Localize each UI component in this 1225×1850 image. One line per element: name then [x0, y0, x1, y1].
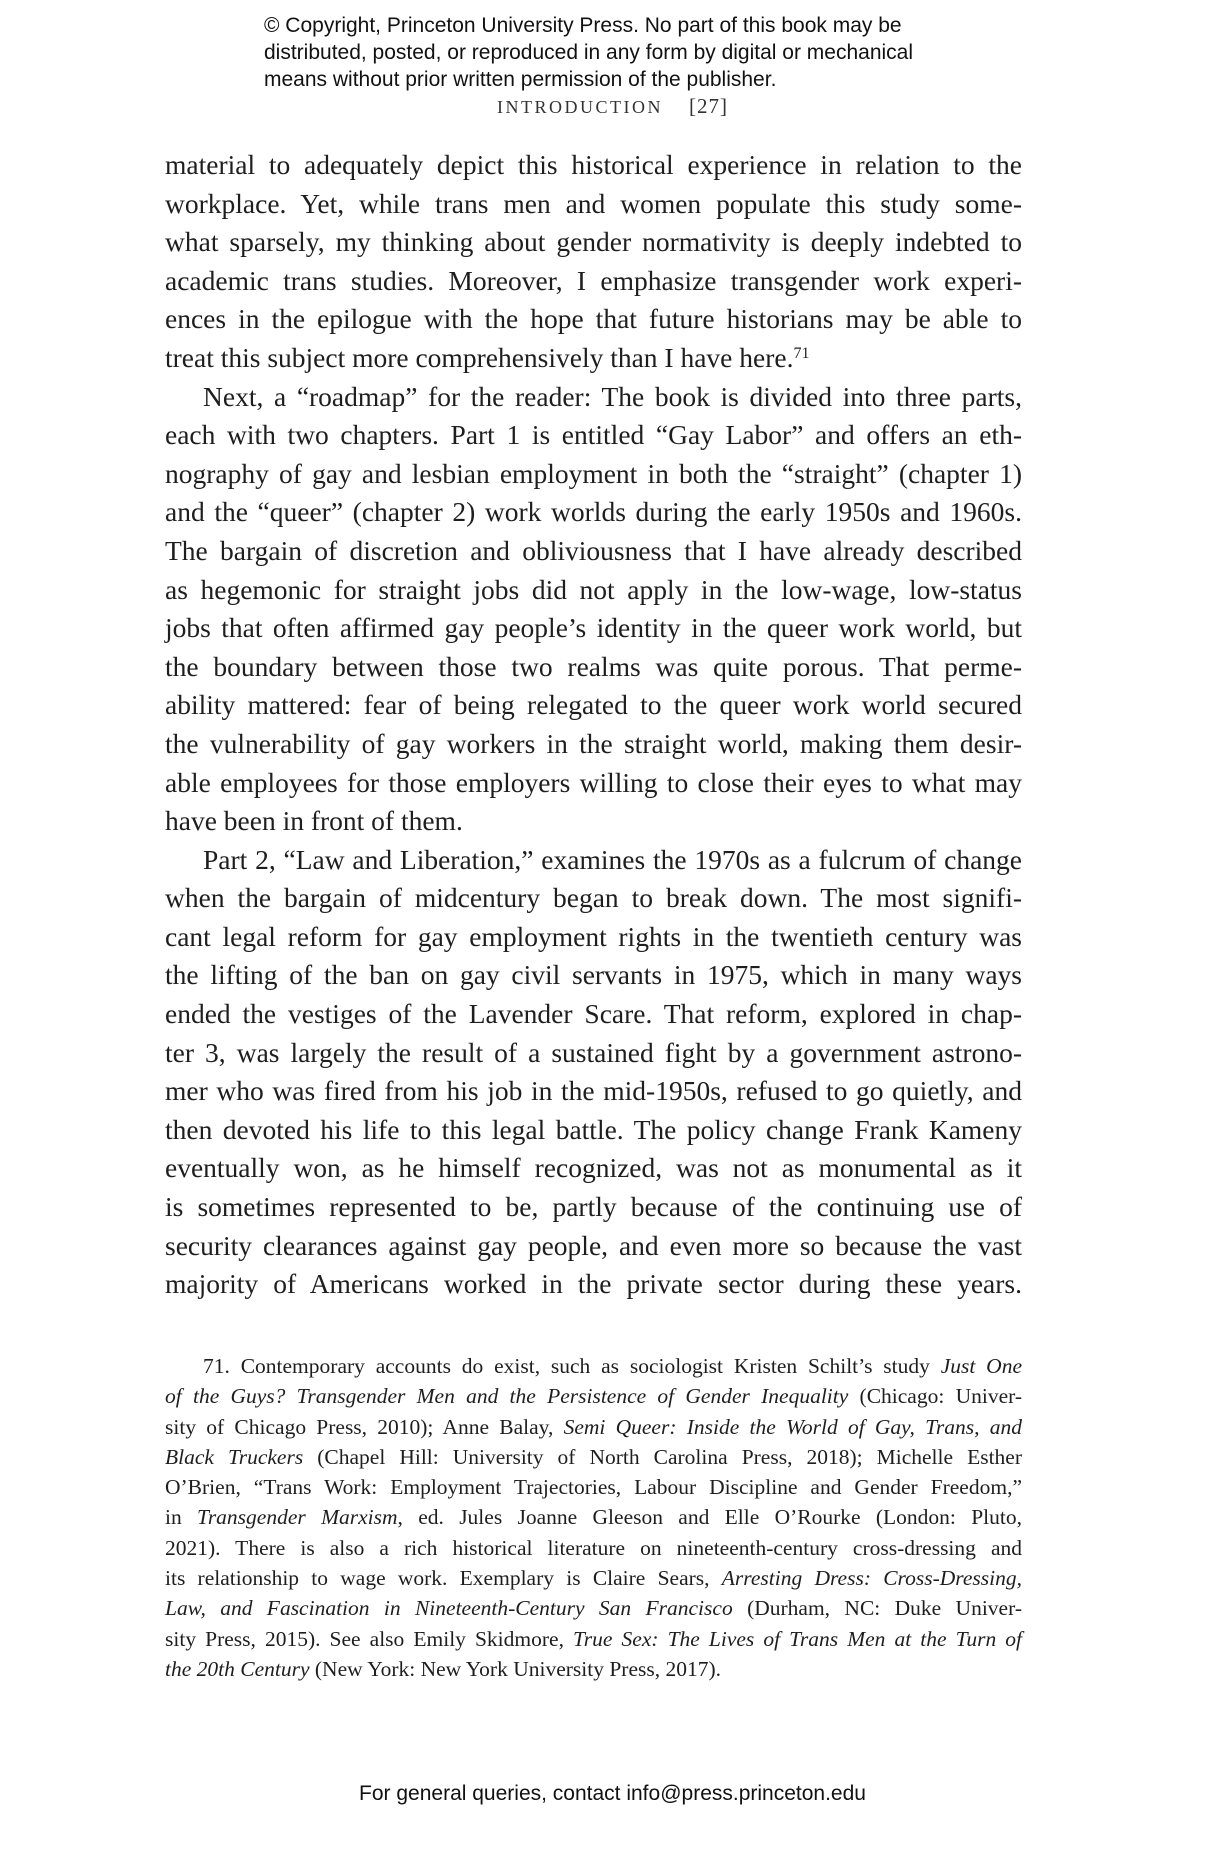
- footnote-text: , ed. Jules Joanne Gleeson and Elle O’Rourke (London: Pluto,: [397, 1505, 1022, 1530]
- footnote-line: [165, 1442, 1022, 1472]
- text-line: ences in the epilogue with the hope that future historians may be able to: [165, 303, 1022, 335]
- text-line: nography of gay and lesbian employment in both the “straight” (chapter 1): [165, 457, 1022, 489]
- italic-title: Arresting Dress: Cross-Dressing,: [721, 1566, 1022, 1591]
- footnote-text: sity Press, 2015). See also Emily Skidmore,: [165, 1626, 574, 1651]
- copyright-line: © Copyright, Princeton University Press. No part of this book may be: [264, 14, 902, 37]
- italic-title: Law, and Fascination in Nineteenth-Century San Francisco: [165, 1596, 733, 1621]
- text-line: ended the vestiges of the Lavender Scare. That reform, explored in chap-: [165, 998, 1022, 1030]
- footnote-text: O’Brien, “Trans Work: Employment Trajectories, Labour Discipline and Gender Freedom,”: [165, 1475, 1022, 1500]
- italic-title: Just One: [940, 1354, 1022, 1378]
- text-line: then devoted his life to this legal battle. The policy change Frank Kameny: [165, 1113, 1022, 1145]
- copyright-line: means without prior written permission of the publisher.: [264, 68, 777, 91]
- footnote-line: [165, 1472, 1022, 1502]
- text-line: workplace. Yet, while trans men and women populate this study some-: [165, 187, 1022, 219]
- page-number: [27]: [688, 94, 728, 118]
- text-line: academic trans studies. Moreover, I emphasize transgender work experi-: [165, 264, 1022, 296]
- text-line: what sparsely, my thinking about gender normativity is deeply indebted to: [165, 226, 1022, 258]
- running-head: [0, 94, 1225, 119]
- text-line: material to adequately depict this historical experience in relation to the: [165, 149, 1022, 180]
- footnote-text: (Chapel Hill: University of North Carolina Press, 2018); Michelle Esther: [303, 1444, 1022, 1469]
- footnote-text: 71. Contemporary accounts do exist, such as sociologist Kristen Schilt’s study: [203, 1354, 941, 1378]
- footnote-line: [165, 1533, 1022, 1563]
- footnote-line: [165, 1412, 1022, 1442]
- section-title: INTRODUCTION: [497, 97, 663, 117]
- text-line: cant legal reform for gay employment rights in the twentieth century was: [165, 920, 1022, 952]
- text-line: able employees for those employers willing to close their eyes to what may: [165, 766, 1022, 798]
- footnote-line: [165, 1351, 1022, 1381]
- italic-title: of the Guys? Transgender Men and the Persistence of Gender Inequality: [165, 1384, 849, 1409]
- body-text: [165, 146, 1022, 1304]
- text-line: mer who was fired from his job in the mid-1950s, refused to go quietly, and: [165, 1075, 1022, 1107]
- italic-title: Transgender Marxism: [197, 1505, 398, 1530]
- footnote-line: [165, 1381, 1022, 1411]
- footer-contact: For general queries, contact info@press.princeton.edu: [359, 1782, 866, 1805]
- text-line: and the “queer” (chapter 2) work worlds during the early 1950s and 1960s.: [165, 496, 1022, 528]
- text-line: security clearances against gay people, and even more so because the vast: [165, 1229, 1022, 1261]
- copyright-notice: [264, 12, 913, 93]
- footnote-text: (Durham, NC: Duke Univer-: [732, 1596, 1022, 1621]
- footnote-text: (Chicago: Univer-: [848, 1384, 1023, 1409]
- footnotes: [165, 1351, 1022, 1684]
- footnote-reference: 71: [793, 344, 810, 362]
- text-line: ability mattered: fear of being relegated to the queer work world secured: [165, 689, 1022, 721]
- text-line: eventually won, as he himself recognized, was not as monumental as it: [165, 1152, 1022, 1184]
- text-line: the lifting of the ban on gay civil servants in 1975, which in many ways: [165, 959, 1022, 991]
- text-line: The bargain of discretion and obliviousness that I have already described: [165, 534, 1022, 566]
- text-line: the vulnerability of gay workers in the straight world, making them desir-: [165, 727, 1022, 759]
- footnote-line: [165, 1563, 1022, 1593]
- text-line: jobs that often affirmed gay people’s identity in the queer work world, but: [165, 612, 1022, 644]
- footnote-text: (New York: New York University Press, 2017).: [309, 1656, 722, 1681]
- footnote-text: sity of Chicago Press, 2010); Anne Balay,: [165, 1414, 564, 1439]
- italic-title: the 20th Century: [165, 1656, 310, 1681]
- text-line: the boundary between those two realms was quite porous. That perme-: [165, 650, 1022, 682]
- text-line: is sometimes represented to be, partly because of the continuing use of: [165, 1191, 1022, 1223]
- italic-title: Semi Queer: Inside the World of Gay, Trans, and: [563, 1414, 1022, 1439]
- text-line: majority of Americans worked in the private sector during these years.: [165, 1268, 1022, 1300]
- footnote-line: [165, 1654, 1022, 1684]
- italic-title: True Sex: The Lives of Trans Men at the Turn of: [573, 1626, 1023, 1651]
- text-line: ter 3, was largely the result of a sustained fight by a government astrono-: [165, 1036, 1022, 1068]
- footnote-text: in: [165, 1505, 198, 1530]
- paragraph: [165, 146, 1022, 378]
- italic-title: Black Truckers: [165, 1444, 304, 1469]
- footnote-line: [165, 1624, 1022, 1654]
- paragraph: [165, 841, 1022, 1304]
- paragraph: [165, 378, 1022, 841]
- text-line: treat this subject more comprehensively than I have here.$^{71}$: [165, 341, 810, 373]
- text-line: when the bargain of midcentury began to break down. The most signifi-: [165, 882, 1022, 914]
- text-line: as hegemonic for straight jobs did not apply in the low-wage, low-status: [165, 573, 1022, 605]
- text-line: Part 2, “Law and Liberation,” examines the 1970s as a fulcrum of change: [203, 843, 1022, 875]
- text-line: have been in front of them.: [165, 805, 463, 837]
- footnote-line: [165, 1593, 1022, 1623]
- copyright-line: distributed, posted, or reproduced in any form by digital or mechanical: [264, 41, 914, 64]
- text-line: each with two chapters. Part 1 is entitled “Gay Labor” and offers an eth-: [165, 419, 1022, 451]
- footnote-text: 2021). There is also a rich historical literature on nineteenth-century cross-dressing and: [165, 1535, 1022, 1560]
- footnote-text: its relationship to wage work. Exemplary is Claire Sears,: [165, 1566, 722, 1591]
- text-line: Next, a “roadmap” for the reader: The book is divided into three parts,: [203, 380, 1022, 412]
- footnote-line: [165, 1502, 1022, 1532]
